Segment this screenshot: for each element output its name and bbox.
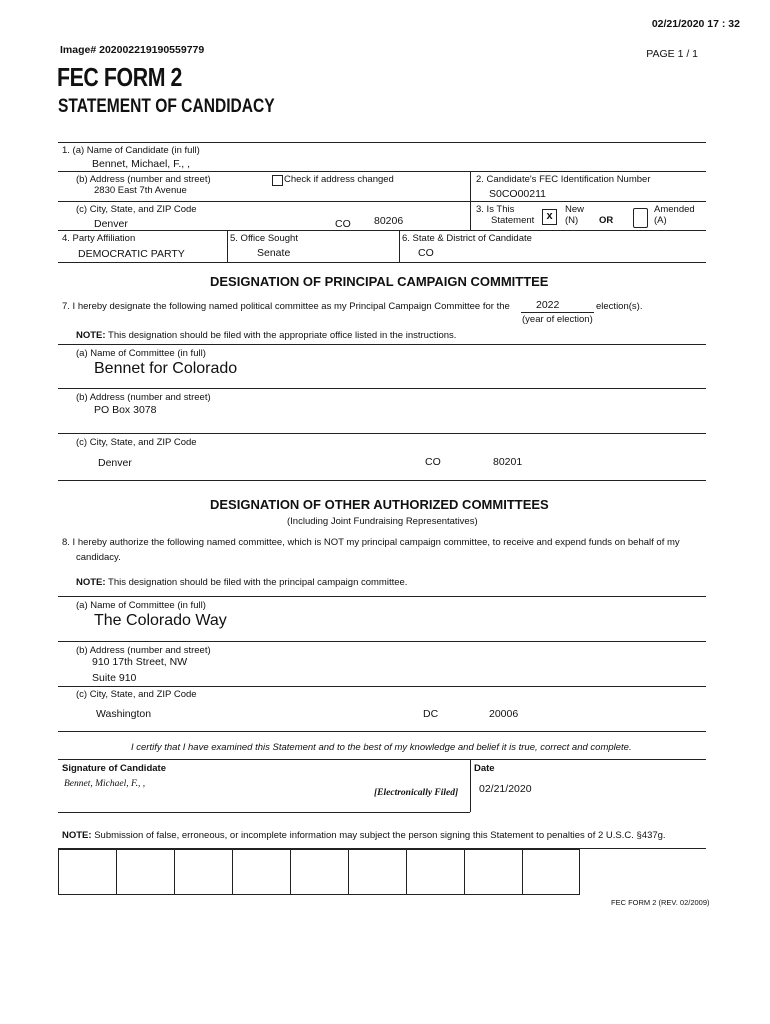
- office-use-cell: [232, 849, 290, 895]
- candidate-zip: 80206: [374, 215, 404, 227]
- principal-statement: 7. I hereby designate the following named political committee as my Principal Campaign Committee for the: [62, 301, 510, 312]
- principal-heading: DESIGNATION OF PRINCIPAL CAMPAIGN COMMITTEE: [210, 274, 549, 289]
- candidate-city-label: (c) City, State, and ZIP Code: [76, 204, 197, 215]
- rule: [58, 388, 706, 389]
- new-code: (N): [565, 215, 579, 226]
- divider: [470, 759, 471, 812]
- party: DEMOCRATIC PARTY: [78, 248, 185, 260]
- office-label: 5. Office Sought: [230, 233, 298, 244]
- authorized-statement-line1: 8. I hereby authorize the following named committee, which is NOT my principal campaign committee, to receive and expend funds on behalf of my: [62, 537, 680, 548]
- rule: [58, 171, 706, 172]
- election-year: 2022: [536, 299, 560, 311]
- authorized-address-line1: 910 17th Street, NW: [92, 656, 188, 668]
- principal-address: PO Box 3078: [94, 404, 157, 416]
- principal-name: Bennet for Colorado: [94, 360, 238, 377]
- principal-city: Denver: [98, 457, 132, 469]
- authorized-subheading: (Including Joint Fundraising Representatives): [287, 516, 478, 527]
- signature-label: Signature of Candidate: [62, 763, 166, 774]
- authorized-zip: 20006: [489, 708, 519, 720]
- principal-zip: 80201: [493, 456, 523, 468]
- amended-label: Amended: [654, 204, 695, 215]
- state-district-label: 6. State & District of Candidate: [402, 233, 532, 244]
- page-number: PAGE 1 / 1: [646, 48, 698, 60]
- rule: [58, 480, 706, 481]
- office-use-cell: [348, 849, 406, 895]
- rule: [521, 312, 594, 313]
- divider: [399, 230, 400, 262]
- timestamp: 02/21/2020 17 : 32: [651, 18, 740, 30]
- authorized-name: The Colorado Way: [94, 612, 227, 629]
- candidate-city: Denver: [94, 218, 128, 230]
- image-number: Image# 202002219190559779: [60, 44, 205, 56]
- candidate-address-label: (b) Address (number and street): [76, 174, 211, 185]
- office-use-cell: [522, 849, 580, 895]
- form-subtitle: STATEMENT OF CANDIDACY: [58, 96, 275, 117]
- party-label: 4. Party Affiliation: [62, 233, 136, 244]
- office-use-cell: [116, 849, 174, 895]
- rule: [58, 812, 470, 813]
- date-label: Date: [474, 763, 495, 774]
- principal-name-label: (a) Name of Committee (in full): [76, 348, 206, 359]
- authorized-city: Washington: [96, 708, 152, 720]
- rule: [58, 344, 706, 345]
- statement-label: Statement: [491, 215, 535, 226]
- divider: [227, 230, 228, 262]
- authorized-name-label: (a) Name of Committee (in full): [76, 600, 206, 611]
- principal-note: NOTE: This designation should be filed with the appropriate office listed in the instructions.: [76, 330, 457, 341]
- certification-text: I certify that I have examined this Statement and to the best of my knowledge and belief it is true, correct and complete.: [131, 742, 632, 753]
- rule: [58, 201, 470, 202]
- fec-id-label: 2. Candidate's FEC Identification Number: [476, 174, 651, 185]
- new-statement-checkbox[interactable]: x: [542, 209, 557, 225]
- rule: [58, 686, 706, 687]
- rule: [58, 230, 706, 231]
- amended-code: (A): [654, 215, 667, 226]
- or-label: OR: [599, 215, 614, 226]
- office-use-cell: [464, 849, 522, 895]
- authorized-address-label: (b) Address (number and street): [76, 645, 211, 656]
- electronically-filed: [Electronically Filed]: [374, 788, 459, 798]
- new-label: New: [565, 204, 585, 215]
- authorized-note: NOTE: This designation should be filed with the principal campaign committee.: [76, 577, 408, 588]
- candidate-name: Bennet, Michael, F., ,: [92, 158, 191, 170]
- office-use-cell: [406, 849, 464, 895]
- rule: [58, 759, 706, 760]
- rule: [470, 201, 706, 202]
- footer-note: NOTE: Submission of false, erroneous, or incomplete information may subject the person signing this Statement to penalties of 2 U.S.C. §437g.: [62, 830, 666, 841]
- authorized-statement-line2: candidacy.: [76, 552, 121, 563]
- principal-address-label: (b) Address (number and street): [76, 392, 211, 403]
- office-use-cell: [58, 849, 116, 895]
- authorized-heading: DESIGNATION OF OTHER AUTHORIZED COMMITTEES: [210, 497, 549, 512]
- rule: [58, 433, 706, 434]
- form-title: FEC FORM 2: [57, 62, 183, 92]
- candidate-address: 2830 East 7th Avenue: [94, 185, 187, 196]
- authorized-city-label: (c) City, State, and ZIP Code: [76, 689, 197, 700]
- rule: [58, 596, 706, 597]
- candidate-name-label: 1. (a) Name of Candidate (in full): [62, 145, 200, 156]
- address-changed-label: Check if address changed: [284, 174, 394, 185]
- authorized-state: DC: [423, 708, 439, 720]
- office-use-cell: [174, 849, 232, 895]
- fec-id: S0CO00211: [489, 188, 547, 200]
- amended-statement-checkbox[interactable]: [633, 208, 648, 228]
- elections-label: election(s).: [596, 301, 643, 312]
- candidate-state: CO: [335, 218, 351, 230]
- address-changed-checkbox[interactable]: [272, 175, 283, 186]
- rule: [58, 641, 706, 642]
- principal-state: CO: [425, 456, 441, 468]
- is-this-label: 3. Is This: [476, 204, 515, 215]
- year-caption: (year of election): [522, 314, 593, 325]
- authorized-address-line2: Suite 910: [92, 672, 137, 684]
- signature: Bennet, Michael, F., ,: [64, 779, 146, 789]
- date: 02/21/2020: [479, 783, 532, 795]
- rule: [58, 142, 706, 143]
- office-use-cell: [290, 849, 348, 895]
- principal-city-label: (c) City, State, and ZIP Code: [76, 437, 197, 448]
- rule: [58, 262, 706, 263]
- rule: [58, 731, 706, 732]
- office: Senate: [257, 247, 291, 259]
- state-district: CO: [418, 247, 434, 259]
- form-revision: FEC FORM 2 (REV. 02/2009): [611, 898, 710, 907]
